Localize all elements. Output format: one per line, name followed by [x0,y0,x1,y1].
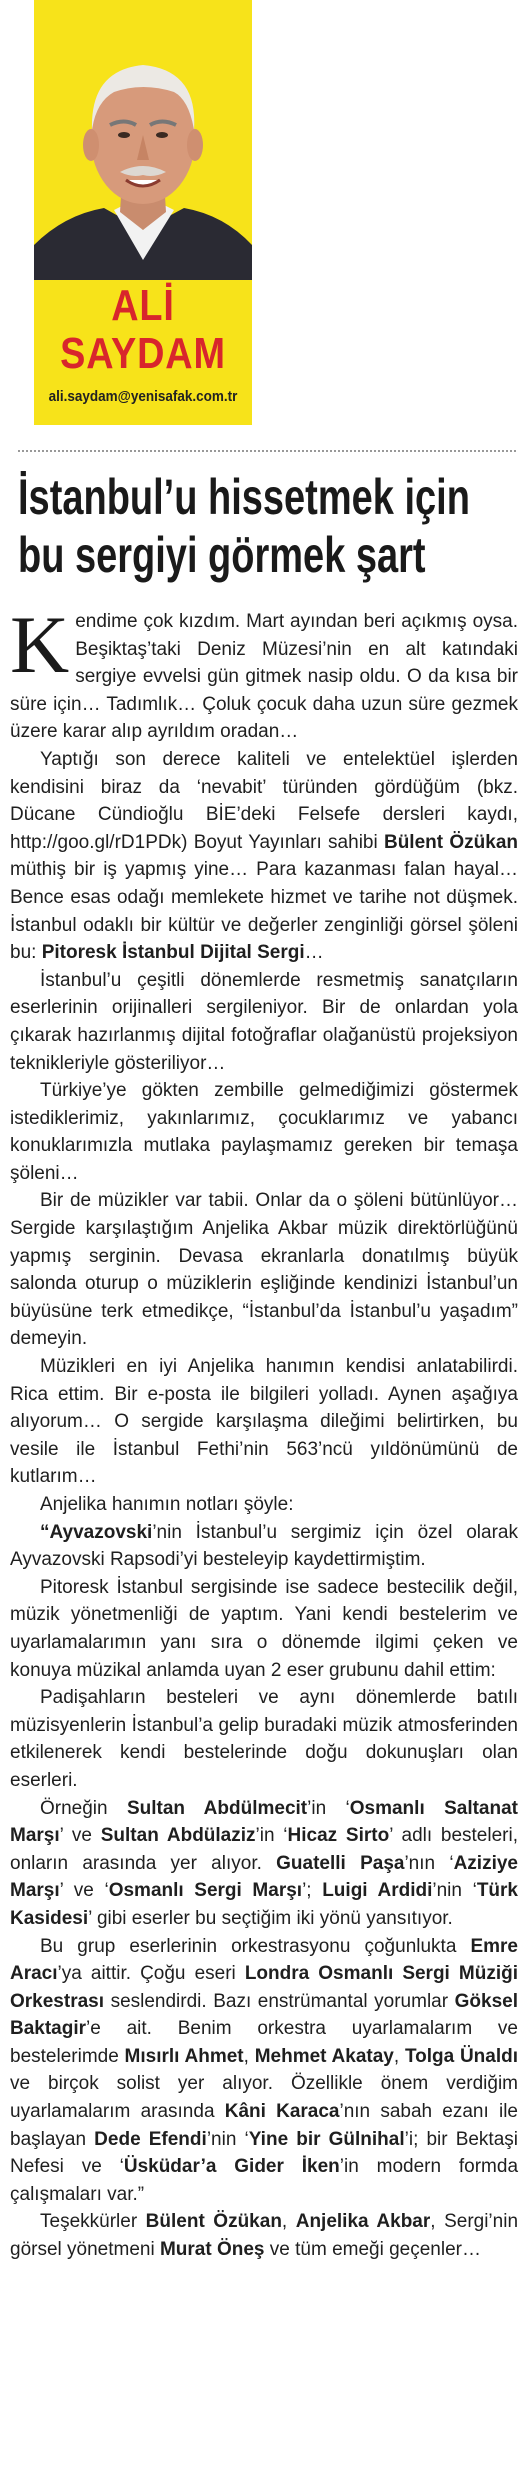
columnist-email[interactable]: ali.saydam@yenisafak.com.tr [48,388,238,405]
article-body [10,599,519,2264]
paragraph-10: Padişahların besteleri ve aynı dönemlerde batılı müzisyenlerin İstanbul’a gelip buradaki müzik atmosferinden etkilenerek kendi bestelerinde doğu dokunuşları olan eserleri. [10,1687,518,1791]
paragraph-8: “Ayvazovski’nin İstanbul’u sergimiz için özel olarak Ayvazovski Rapsodi’yi besteleyip kaydettirmiştim. [10,1521,518,1571]
paragraph-6: Müzikleri en iyi Anjelika hanımın kendisi anlatabilirdi. Rica ettim. Bir e-posta ile bilgileri yolladı. Aynen aşağıya alıyorum… O sergide karşılaşma dileğimi belirtirken, bu vesile ile İstanbul Fethi’nin 563’ncü yıldönümünü de kutlarım… [10,1356,518,1488]
columnist-first-name: ALİ [111,281,175,330]
paragraph-12: Bu grup eserlerinin orkestrasyonu çoğunlukta Emre Aracı’ya aittir. Çoğu eseri Londra Osmanlı Sergi Müziği Orkestrası seslendirdi. Bazı enstrümantal yorumlar Göksel Baktagir’e ait. Benim orkestra uyarlamalarım ve bestelerimde Mısırlı Ahmet, Mehmet Akatay, Tolga Ünaldı ve birçok solist yer alıyor. Özellikle önem verdiğim uyarlamalarım arasında Kâni Karaca’nın sabah ezanı ile başlayan Dede Efendi’nin ‘Yine bir Gülnihal’i; bir Bektaşi Nefesi ve ‘Üsküdar’a Gider İken’in modern formda çalışmaları var.” [10,1935,519,2205]
paragraph-13: Teşekkürler Bülent Özükan, Anjelika Akbar, Sergi’nin görsel yönetmeni Murat Öneş ve tüm emeği geçenler… [10,2211,519,2261]
article-headline [18,468,470,584]
divider [18,450,516,452]
paragraph-4: Türkiye’ye gökten zembille gelmediğimizi göstermek istediklerimiz, yakınlarımız, çocuklarımız ve yabancı konuklarımızla mutlaka paylaşmamız gereken bir temaşa şöleni… [10,1080,518,1184]
columnist-photo [34,30,252,280]
paragraph-1: Kendime çok kızdım. Mart ayından beri açıkmış oysa. Beşiktaş’taki Deniz Müzesi’nin en alt katındaki sergiye evvelsi gün gitmek nasip oldu. O da kısa bir süre için… Tadımlık… Çoluk çocuk daha uzun süre gezmek üzere karar alıp ayrıldım oradan… [10,599,518,743]
columnist-last-name: SAYDAM [60,329,226,378]
paragraph-7: Anjelika hanımın notları şöyle: [40,1494,294,1515]
drop-cap: K [10,599,70,690]
paragraph-11: Örneğin Sultan Abdülmecit’in ‘Osmanlı Saltanat Marşı’ ve Sultan Abdülaziz’in ‘Hicaz Sirto’ adlı besteleri, onların arasında yer alıyor. Guatelli Paşa’nın ‘Aziziye Marşı’ ve ‘Osmanlı Sergi Marşı’; Luigi Ardidi’nin ‘Türk Kasidesi’ gibi eserler bu seçtiğim iki yönü yansıtıyor. [10,1797,518,1929]
paragraph-9: Pitoresk İstanbul sergisinde ise sadece bestecilik değil, müzik yönetmenliği de yaptım. Yani kendi bestelerim ve uyarlamalarımın yanı sıra o dönemde ilgimi çeken ve konuya müzikal anlamda uyan 2 eser grubunu dahil ettim: [10,1576,518,1681]
paragraph-5: Bir de müzikler var tabii. Onlar da o şöleni bütünlüyor… Sergide karşılaştığım Anjelika Akbar müzik direktörlüğünü yapmış serginin. Devasa ekranlarla donatılmış büyük salonda oturup o müziklerin eşliğinde kendinizi İstanbul’un büyüsüne terk etmedikçe, “İstanbul’da İstanbul’u yaşadım” demeyin. [10,1190,518,1350]
paragraph-3: İstanbul’u çeşitli dönemlerde resmetmiş sanatçıların eserlerinin orijinalleri sergileniyor. Bir de onlardan yola çıkarak hazırlanmış dijital fotoğraflar olağanüstü projeksiyon teknikleriyle gösteriliyor… [10,969,518,1074]
headline-line-2: bu sergiyi görmek şart [18,527,426,583]
columnist-name [49,282,236,378]
paragraph-2: Yaptığı son derece kaliteli ve entelektüel işlerden kendisini biraz da ‘nevabit’ türünden gördüğüm (bkz. Dücane Cündioğlu BİE’deki Felsefe dersleri kaydı, http://goo.gl/rD1PDk) Boyut Yayınları sahibi Bülent Özükan müthiş bir iş yapmış yine… Para kazanması falan hayal… Bence esas odağı memlekete hizmet ve tarihe not düşmek. İstanbul odaklı bir kültür ve değerler zenginliği görsel şöleni bu: Pitoresk İstanbul Dijital Sergi… [10,748,518,964]
headline-line-1: İstanbul’u hissetmek için [18,469,470,525]
